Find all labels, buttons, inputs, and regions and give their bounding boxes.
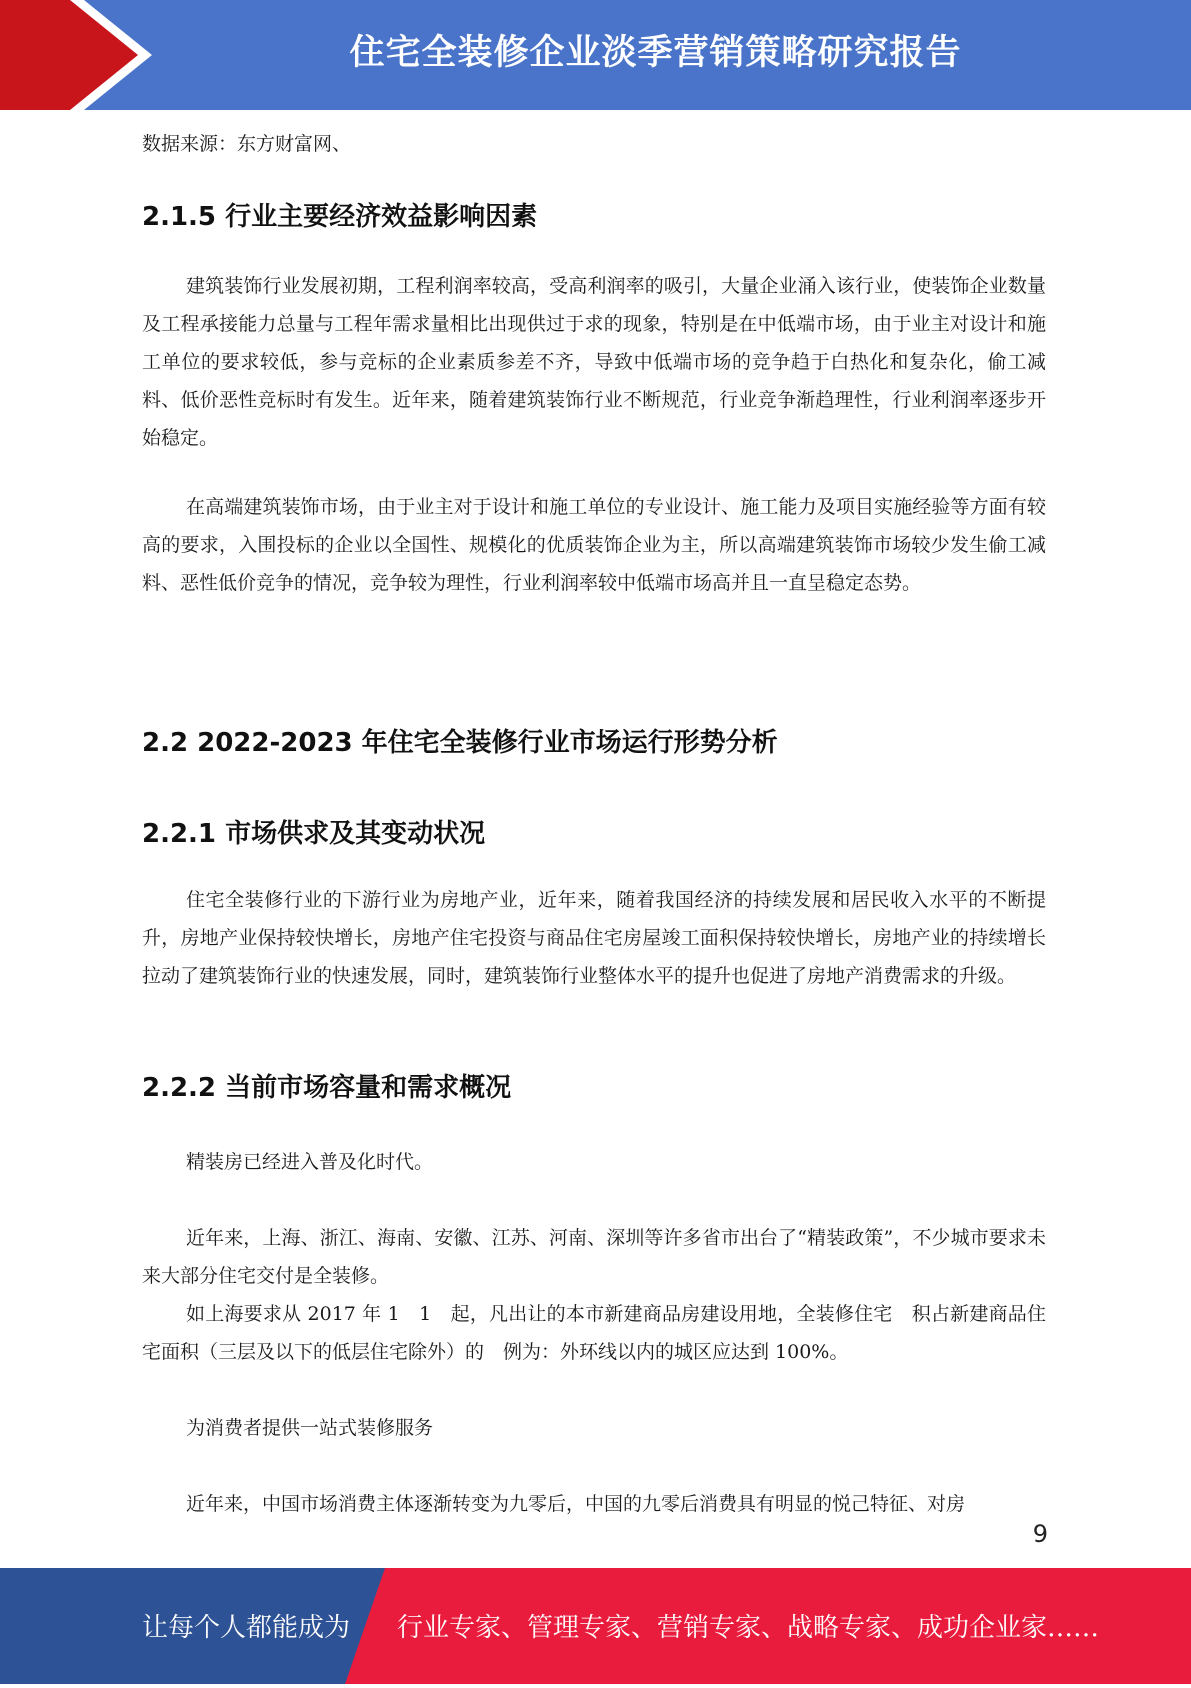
heading-2-2-1: 2.2.1 市场供求及其变动状况 [142,819,486,849]
page-number: 9 [1032,1520,1048,1548]
footer-slogan-left: 让每个人都能成为 [142,1613,351,1643]
paragraph-2-1-5-a: 建筑装饰行业发展初期，工程利润率较高，受高利润率的吸引，大量企业涌入该行业，使装饰企业数量及工程承接能力总量与工程年需求量相比出现供过于求的现象，特别是在中低端市场，由于业主对设计和施工单位的要求较低，参与竞标的企业素质参差不齐，导致中低端市场的竞争趋于白热化和复杂化，偷工减料、低价恶性竞标时有发生。近年来，随着建筑装饰行业不断规范，行业竞争渐趋理性，行业利润率逐步开始稳定。 [142,275,1046,449]
heading-2-2: 2.2 2022-2023 年住宅全装修行业市场运行形势分析 [142,728,778,758]
heading-2-2-2: 2.2.2 当前市场容量和需求概况 [142,1073,512,1103]
heading-2-1-5: 2.1.5 行业主要经济效益影响因素 [142,202,538,232]
page-footer [0,1568,1191,1684]
paragraph-2-2-2-c: 如上海要求从 2017 年 1 1 起，凡出让的本市新建商品房建设用地，全装修住宅 积占新建商品住宅面积（三层及以下的低层住宅除外）的 例为：外环线以内的城区应达到 100%。 [142,1303,1046,1363]
paragraph-2-2-1: 住宅全装修行业的下游行业为房地产业，近年来，随着我国经济的持续发展和居民收入水平的不断提升，房地产业保持较快增长，房地产住宅投资与商品住宅房屋竣工面积保持较快增长，房地产业的持续增长拉动了建筑装饰行业的快速发展，同时，建筑装饰行业整体水平的提升也促进了房地产消费需求的升级。 [142,889,1046,987]
footer-slogan-right: 行业专家、管理专家、营销专家、战略专家、成功企业家…… [397,1613,1100,1643]
data-source-note: 数据来源：东方财富网、 [142,133,352,155]
paragraph-2-2-2-a: 精装房已经进入普及化时代。 [186,1151,434,1173]
header-arrow-icon [0,0,138,110]
report-title: 住宅全装修企业淡季营销策略研究报告 [349,33,962,73]
paragraph-2-2-2-d: 为消费者提供一站式装修服务 [186,1417,434,1439]
paragraph-2-1-5-b: 在高端建筑装饰市场，由于业主对于设计和施工单位的专业设计、施工能力及项目实施经验等方面有较高的要求，入围投标的企业以全国性、规模化的优质装饰企业为主，所以高端建筑装饰市场较少发生偷工减料、恶性低价竞争的情况，竞争较为理性，行业利润率较中低端市场高并且一直呈稳定态势。 [142,496,1046,594]
page-header [0,0,1191,110]
paragraph-2-2-2-e: 近年来，中国市场消费主体逐渐转变为九零后，中国的九零后消费具有明显的悦己特征、对房 [186,1493,966,1515]
paragraph-2-2-2-b: 近年来，上海、浙江、海南、安徽、江苏、河南、深圳等许多省市出台了“精装政策”，不少城市要求未来大部分住宅交付是全装修。 [142,1227,1046,1287]
